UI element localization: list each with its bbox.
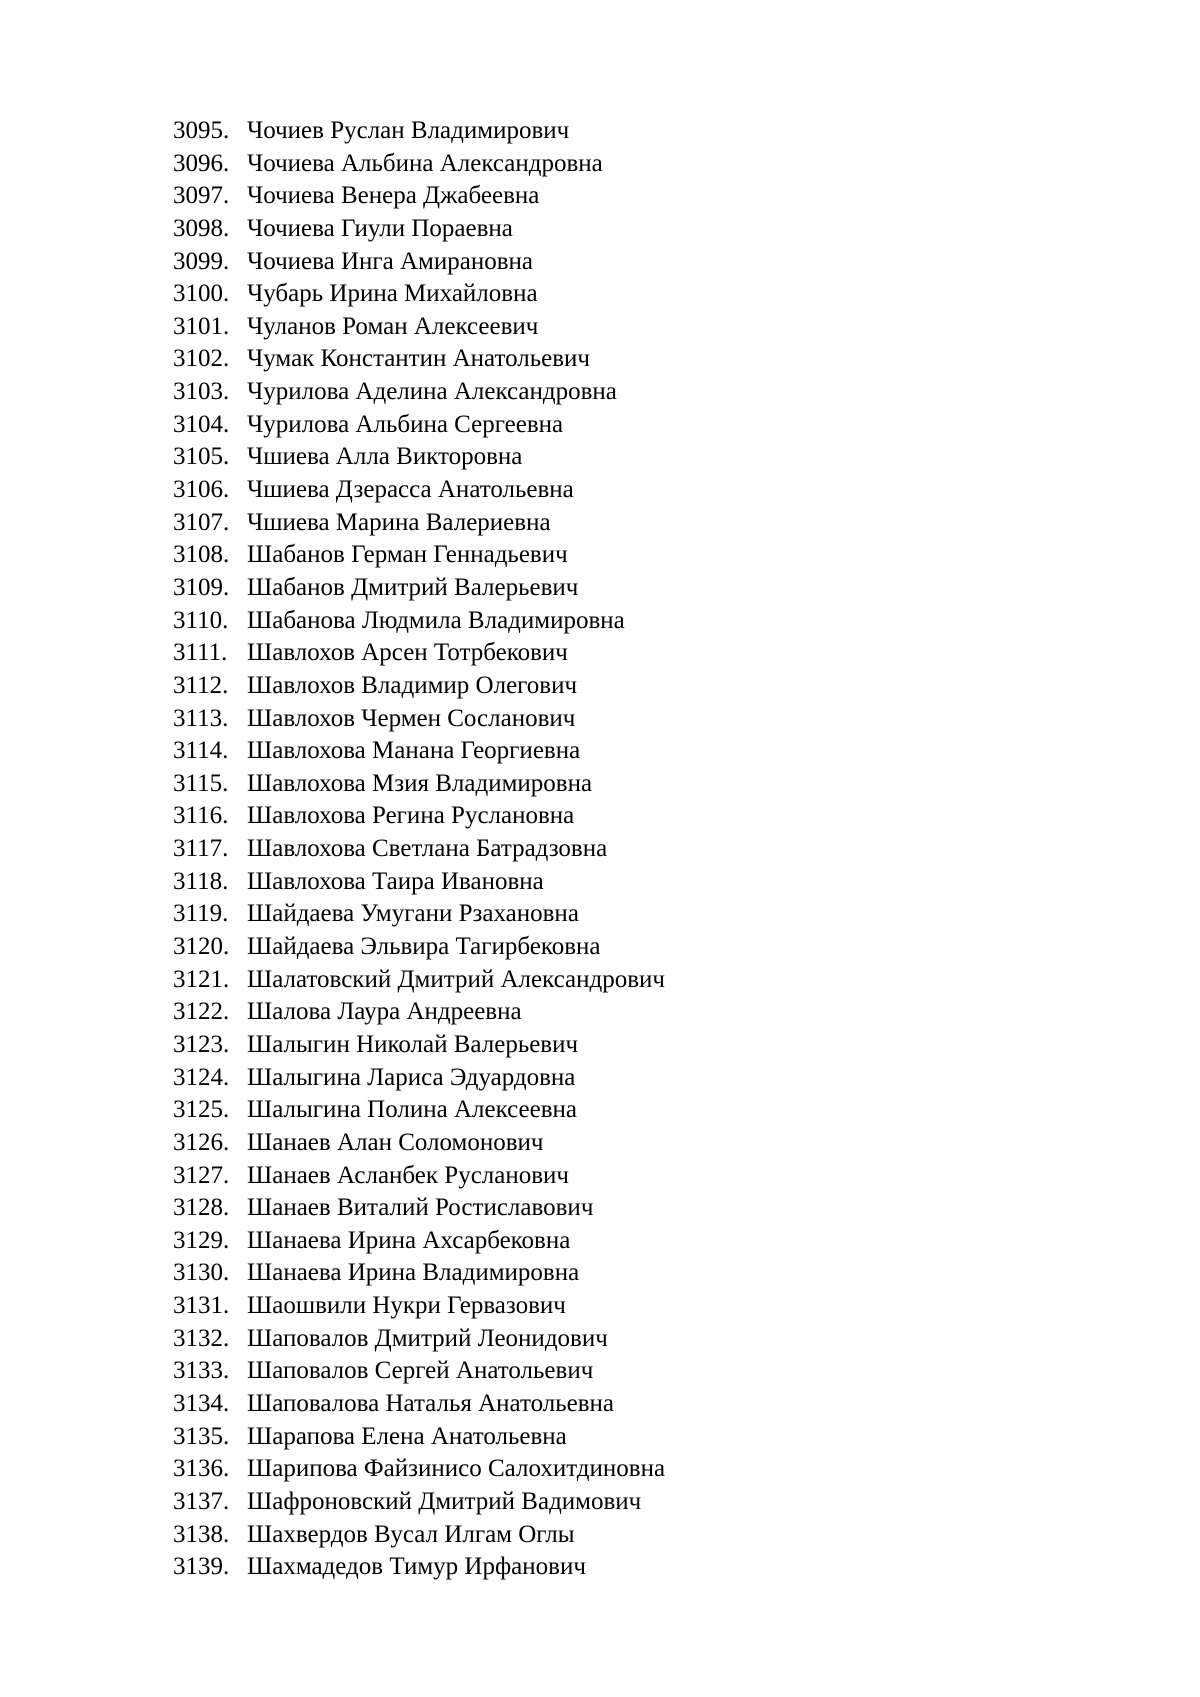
list-item (173, 343, 665, 376)
list-item (173, 800, 665, 833)
list-item (173, 180, 665, 213)
name-list (173, 115, 665, 1584)
item-name: Шаошвили Нукри Гервазович (247, 1292, 566, 1320)
list-item (173, 964, 665, 997)
item-name: Чшиева Марина Валериевна (247, 508, 551, 536)
item-name: Шанаев Асланбек Русланович (247, 1161, 570, 1189)
item-name: Шавлохова Светлана Батрадзовна (247, 835, 608, 863)
list-item (173, 996, 665, 1029)
list-item (173, 931, 665, 964)
list-item (173, 1486, 665, 1519)
list-item (173, 1388, 665, 1421)
list-item (173, 866, 665, 899)
item-name: Чубарь Ирина Михайловна (247, 280, 538, 308)
item-name: Шахмадедов Тимур Ирфанович (247, 1553, 586, 1581)
item-name: Чочиева Гиули Пораевна (247, 214, 513, 242)
item-number: 3136. (173, 1455, 230, 1483)
item-number: 3110. (173, 606, 229, 634)
item-name: Шарипова Файзинисо Салохитдиновна (247, 1455, 666, 1483)
list-item (173, 898, 665, 931)
item-number: 3103. (173, 378, 230, 406)
item-number: 3096. (173, 149, 230, 177)
item-name: Шавлохов Арсен Тотрбекович (247, 639, 568, 667)
item-name: Шавлохова Манана Георгиевна (247, 737, 581, 765)
item-number: 3100. (173, 280, 230, 308)
item-name: Шанаева Ирина Владимировна (247, 1259, 580, 1287)
item-number: 3105. (173, 443, 230, 471)
list-item (173, 148, 665, 181)
list-item (173, 1094, 665, 1127)
item-name: Чочиева Инга Амирановна (247, 247, 534, 275)
list-item (173, 1257, 665, 1290)
list-item (173, 637, 665, 670)
item-number: 3108. (173, 541, 230, 569)
item-number: 3111. (173, 639, 228, 667)
item-name: Шалатовский Дмитрий Александрович (247, 965, 665, 993)
item-name: Шалыгина Лариса Эдуардовна (247, 1063, 576, 1091)
list-item (173, 409, 665, 442)
item-name: Чшиева Алла Викторовна (247, 443, 523, 471)
list-item (173, 1519, 665, 1552)
list-item (173, 441, 665, 474)
item-number: 3114. (173, 737, 229, 765)
item-name: Шафроновский Дмитрий Вадимович (247, 1487, 642, 1515)
item-number: 3134. (173, 1389, 230, 1417)
item-name: Шайдаева Умугани Рзахановна (247, 900, 579, 928)
item-name: Шанаева Ирина Ахсарбековна (247, 1226, 571, 1254)
item-name: Шабанов Герман Геннадьевич (247, 541, 568, 569)
list-item (173, 768, 665, 801)
item-number: 3123. (173, 1030, 230, 1058)
list-item (173, 1355, 665, 1388)
list-item (173, 1160, 665, 1193)
item-number: 3107. (173, 508, 230, 536)
item-number: 3124. (173, 1063, 230, 1091)
item-name: Шабанова Людмила Владимировна (247, 606, 625, 634)
item-number: 3137. (173, 1487, 230, 1515)
list-item (173, 1225, 665, 1258)
item-name: Шанаев Виталий Ростиславович (247, 1194, 594, 1222)
item-name: Шавлохова Таира Ивановна (247, 867, 544, 895)
list-item (173, 670, 665, 703)
item-number: 3116. (173, 802, 229, 830)
list-item (173, 1551, 665, 1584)
item-number: 3139. (173, 1553, 230, 1581)
item-number: 3112. (173, 671, 229, 699)
item-name: Чочиев Руслан Владимирович (247, 117, 570, 144)
item-number: 3127. (173, 1161, 230, 1189)
item-number: 3125. (173, 1096, 230, 1124)
item-number: 3129. (173, 1226, 230, 1254)
item-number: 3104. (173, 410, 230, 438)
list-item (173, 1127, 665, 1160)
item-name: Шаповалов Дмитрий Леонидович (247, 1324, 608, 1352)
item-name: Шалова Лаура Андреевна (247, 998, 522, 1026)
list-item (173, 1192, 665, 1225)
list-item (173, 278, 665, 311)
item-number: 3128. (173, 1194, 230, 1222)
list-item (173, 1453, 665, 1486)
list-item (173, 474, 665, 507)
item-name: Чочиева Альбина Александровна (247, 149, 603, 177)
item-name: Шаповалова Наталья Анатольевна (247, 1389, 615, 1417)
item-number: 3113. (173, 704, 229, 732)
list-item (173, 605, 665, 638)
item-number: 3135. (173, 1422, 230, 1450)
item-number: 3126. (173, 1128, 230, 1156)
item-name: Чурилова Аделина Александровна (247, 378, 617, 406)
item-number: 3118. (173, 867, 229, 895)
item-number: 3119. (173, 900, 229, 928)
item-name: Шанаев Алан Соломонович (247, 1128, 544, 1156)
item-name: Чумак Константин Анатольевич (247, 345, 590, 373)
item-number: 3099. (173, 247, 230, 275)
item-number: 3109. (173, 573, 230, 601)
item-number: 3130. (173, 1259, 230, 1287)
item-name: Чочиева Венера Джабеевна (247, 182, 540, 210)
item-number: 3106. (173, 476, 230, 504)
item-name: Шавлохов Владимир Олегович (247, 671, 578, 699)
list-item (173, 1421, 665, 1454)
list-item (173, 1323, 665, 1356)
item-number: 3122. (173, 998, 230, 1026)
item-name: Шалыгина Полина Алексеевна (247, 1096, 577, 1124)
item-name: Шабанов Дмитрий Валерьевич (247, 573, 579, 601)
list-item (173, 1062, 665, 1095)
list-item (173, 735, 665, 768)
list-item (173, 115, 665, 148)
list-item (173, 507, 665, 540)
list-item (173, 246, 665, 279)
item-number: 3102. (173, 345, 230, 373)
item-name: Чуланов Роман Алексеевич (247, 312, 539, 340)
item-name: Чшиева Дзерасса Анатольевна (247, 476, 574, 504)
list-item (173, 213, 665, 246)
item-number: 3121. (173, 965, 230, 993)
list-item (173, 703, 665, 736)
list-item (173, 539, 665, 572)
item-number: 3097. (173, 182, 230, 210)
list-item (173, 1029, 665, 1062)
list-item (173, 1290, 665, 1323)
list-item (173, 376, 665, 409)
item-name: Шалыгин Николай Валерьевич (247, 1030, 579, 1058)
item-name: Шаповалов Сергей Анатольевич (247, 1357, 594, 1385)
list-item (173, 833, 665, 866)
item-number: 3095. (173, 117, 230, 144)
item-number: 3120. (173, 933, 230, 961)
item-number: 3101. (173, 312, 230, 340)
item-name: Шайдаева Эльвира Тагирбековна (247, 933, 601, 961)
item-number: 3117. (173, 835, 229, 863)
list-item (173, 311, 665, 344)
item-number: 3098. (173, 214, 230, 242)
item-name: Шавлохова Мзия Владимировна (247, 769, 593, 797)
item-name: Шарапова Елена Анатольевна (247, 1422, 567, 1450)
item-number: 3132. (173, 1324, 230, 1352)
item-name: Шавлохов Чермен Сосланович (247, 704, 576, 732)
list-item (173, 572, 665, 605)
item-number: 3131. (173, 1292, 230, 1320)
item-number: 3115. (173, 769, 229, 797)
item-name: Шахвердов Вусал Илгам Оглы (247, 1520, 575, 1548)
item-name: Шавлохова Регина Руслановна (247, 802, 575, 830)
item-number: 3133. (173, 1357, 230, 1385)
item-number: 3138. (173, 1520, 230, 1548)
item-name: Чурилова Альбина Сергеевна (247, 410, 564, 438)
